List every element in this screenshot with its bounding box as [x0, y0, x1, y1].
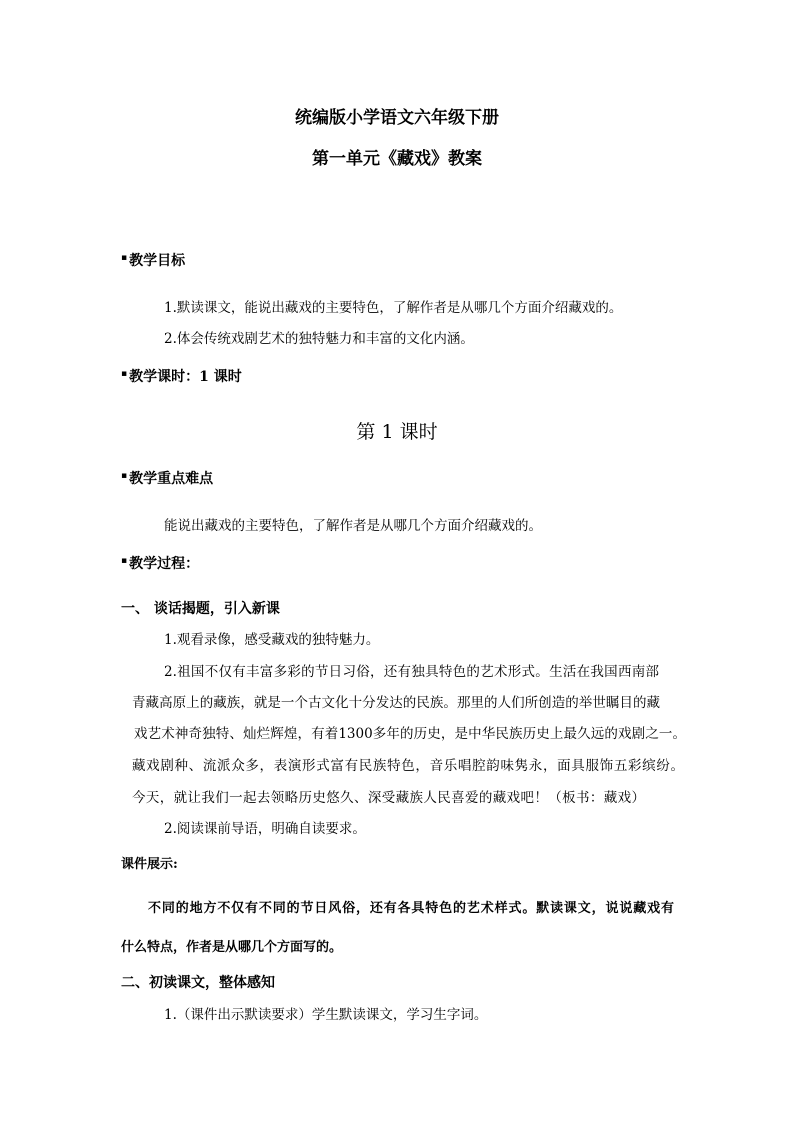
- part2-heading: 二、初读课文，整体感知: [121, 975, 275, 991]
- key-points-text: 能说出藏戏的主要特色，了解作者是从哪几个方面介绍藏戏的。: [164, 518, 542, 534]
- part1-item-1: 1.观看录像，感受藏戏的独特魅力。: [164, 632, 380, 648]
- bullet-icon: ▪: [121, 369, 128, 379]
- courseware-text-line-1: 不同的地方不仅有不同的节日风俗，还有各具特色的艺术样式。默读课文，说说藏戏有: [148, 901, 674, 916]
- section-heading-key-points: ▪ 教学重点难点: [121, 471, 214, 487]
- part1-item-3: 2.阅读课前导语，明确自读要求。: [164, 821, 366, 837]
- bullet-icon: ▪: [121, 556, 128, 566]
- part1-item-2-line-5: 今天，就让我们一起去领略历史悠久、深受藏族人民喜爱的藏戏吧！（板书：藏戏）: [132, 790, 645, 806]
- bullet-icon: ▪: [121, 471, 128, 481]
- part1-item-2-line-4: 藏戏剧种、流派众多，表演形式富有民族特色，音乐唱腔韵味隽永，面具服饰五彩缤纷。: [132, 758, 684, 774]
- section-heading-hours: ▪ 教学课时：1 课时: [121, 369, 242, 385]
- section-heading-process: ▪ 教学过程：: [121, 556, 200, 572]
- courseware-text-line-2: 什么特点，作者是从哪几个方面写的。: [121, 940, 343, 955]
- part1-heading: 一、 谈话揭题，引入新课: [121, 601, 280, 617]
- courseware-label: 课件展示:: [121, 857, 178, 872]
- part2-item-1: 1.（课件出示默读要求）学生默读课文，学习生字词。: [164, 1007, 488, 1023]
- bullet-icon: ▪: [121, 253, 128, 263]
- goal-item-2: 2.体会传统戏剧艺术的独特魅力和丰富的文化内涵。: [164, 331, 474, 347]
- section-heading-goals: ▪ 教学目标: [121, 253, 186, 269]
- document-title: 统编版小学语文六年级下册: [295, 108, 499, 128]
- document-subtitle: 第一单元《藏戏》教案: [312, 149, 482, 169]
- part1-item-2-line-3: 戏艺术神奇独特、灿烂辉煌，有着1300多年的历史，是中华民族历史上最久远的戏剧之一。: [134, 726, 686, 742]
- goal-item-1: 1.默读课文，能说出藏戏的主要特色，了解作者是从哪几个方面介绍藏戏的。: [164, 300, 623, 316]
- lesson-title: 第 1 课时: [356, 421, 438, 443]
- part1-item-2-line-2: 青藏高原上的藏族，就是一个古文化十分发达的民族。那里的人们所创造的举世瞩目的藏: [132, 695, 660, 711]
- part1-item-2-line-1: 2.祖国不仅有丰富多彩的节日习俗，还有独具特色的艺术形式。生活在我国西南部: [164, 664, 659, 680]
